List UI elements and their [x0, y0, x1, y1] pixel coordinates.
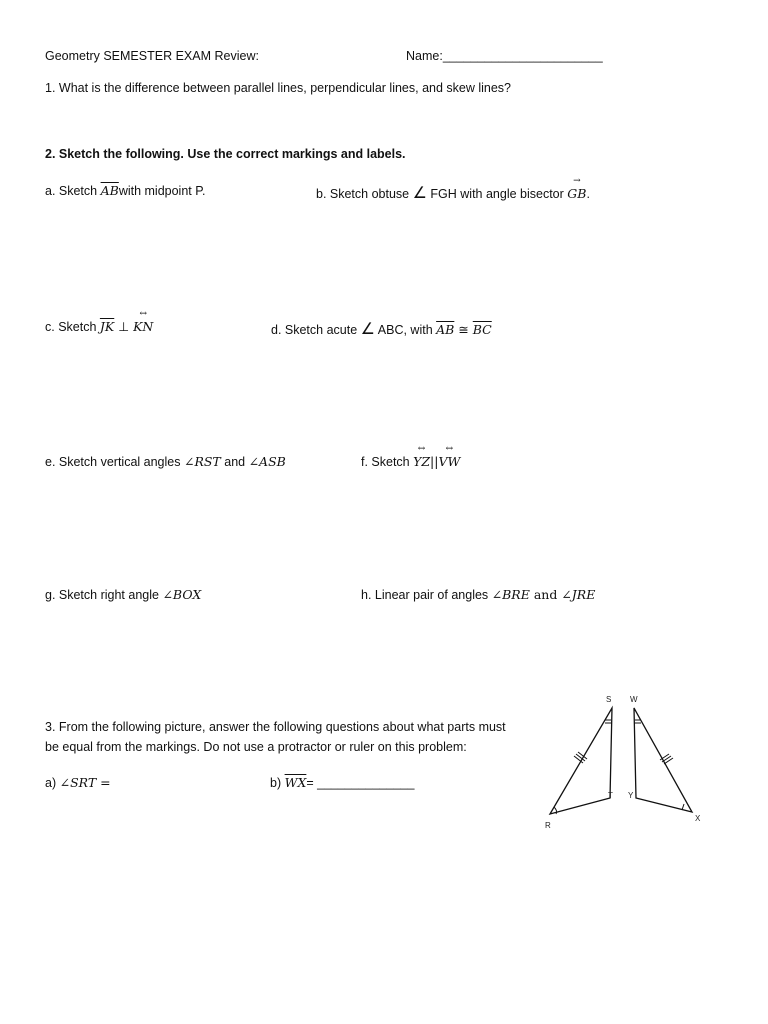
- line-yz: ↔ YZ: [413, 454, 430, 469]
- q2h-and: and: [529, 587, 562, 602]
- angle-rst: ∠RST: [183, 454, 221, 469]
- triangles-figure: [540, 690, 710, 835]
- angle-icon: ∠: [412, 183, 427, 202]
- triangle-wyx: [634, 708, 692, 812]
- question-2-heading: 2. Sketch the following. Use the correct markings and labels.: [45, 147, 406, 161]
- ray-gb: → GB: [567, 186, 586, 201]
- question-3-line2: be equal from the markings. Do not use a protractor or ruler on this problem:: [45, 740, 467, 754]
- question-2e: [45, 454, 286, 469]
- q3b-answer-blank[interactable]: = ______________: [306, 776, 415, 790]
- question-3a: [45, 775, 111, 790]
- q3a-prefix: a): [45, 776, 60, 790]
- line-vw: ↔ VW: [438, 454, 460, 469]
- congruent-icon: ≅: [454, 322, 473, 337]
- angle-bre: ∠BRE: [491, 587, 530, 602]
- question-2h: [361, 587, 595, 602]
- q2g-prefix: g. Sketch right angle: [45, 588, 163, 602]
- vertex-label-w: W: [630, 695, 638, 704]
- vertex-label-s: S: [606, 695, 612, 704]
- parallel-icon: ||: [430, 454, 439, 469]
- perpendicular-icon: ⊥: [114, 319, 134, 334]
- page-title: Geometry SEMESTER EXAM Review:: [45, 49, 259, 63]
- segment-jk: $\overline{JK}$: [99, 319, 115, 334]
- question-2f: [361, 454, 460, 469]
- angle-asb: ∠ASB: [248, 454, 286, 469]
- segment-ab: $\overline{AB}$: [100, 183, 119, 198]
- question-2c: [45, 319, 153, 334]
- segment-ab: $\overline{AB}$: [436, 322, 455, 337]
- angle-srt-expression: ∠SRT =: [59, 775, 111, 790]
- vertex-label-x: X: [695, 814, 701, 823]
- question-2b: [316, 183, 590, 202]
- segment-bc: $\overline{BC}$: [472, 322, 492, 337]
- vertex-label-r: R: [545, 821, 551, 830]
- question-2d: [271, 319, 492, 338]
- angle-jre: ∠JRE: [561, 587, 596, 602]
- question-2g: [45, 587, 201, 602]
- q2b-prefix: b. Sketch obtuse: [316, 187, 413, 201]
- question-2a: [45, 183, 205, 198]
- q2a-prefix: a. Sketch: [45, 184, 101, 198]
- q2h-prefix: h. Linear pair of angles: [361, 588, 492, 602]
- q2c-prefix: c. Sketch: [45, 320, 100, 334]
- question-3b: [270, 775, 414, 790]
- q2e-and: and: [220, 455, 249, 469]
- question-3-line1: 3. From the following picture, answer the following questions about what parts must: [45, 720, 506, 734]
- q2b-middle: FGH with angle bisector: [426, 187, 568, 201]
- name-field[interactable]: Name:_______________________: [406, 49, 603, 63]
- q2d-middle: ABC, with: [374, 323, 437, 337]
- q2a-suffix: with midpoint P.: [118, 184, 206, 198]
- q2d-prefix: d. Sketch acute: [271, 323, 361, 337]
- q2b-suffix: .: [586, 187, 590, 201]
- segment-wx: $\overline{WX}$: [284, 775, 307, 790]
- q2e-prefix: e. Sketch vertical angles: [45, 455, 184, 469]
- line-kn: ↔ KN: [133, 319, 153, 334]
- q3b-prefix: b): [270, 776, 285, 790]
- question-1: 1. What is the difference between parallel lines, perpendicular lines, and skew lines?: [45, 81, 512, 95]
- vertex-label-t: T: [608, 791, 613, 800]
- q2f-prefix: f. Sketch: [361, 455, 414, 469]
- vertex-label-y: Y: [628, 791, 634, 800]
- angle-box: ∠BOX: [162, 587, 202, 602]
- angle-icon: ∠: [360, 319, 375, 338]
